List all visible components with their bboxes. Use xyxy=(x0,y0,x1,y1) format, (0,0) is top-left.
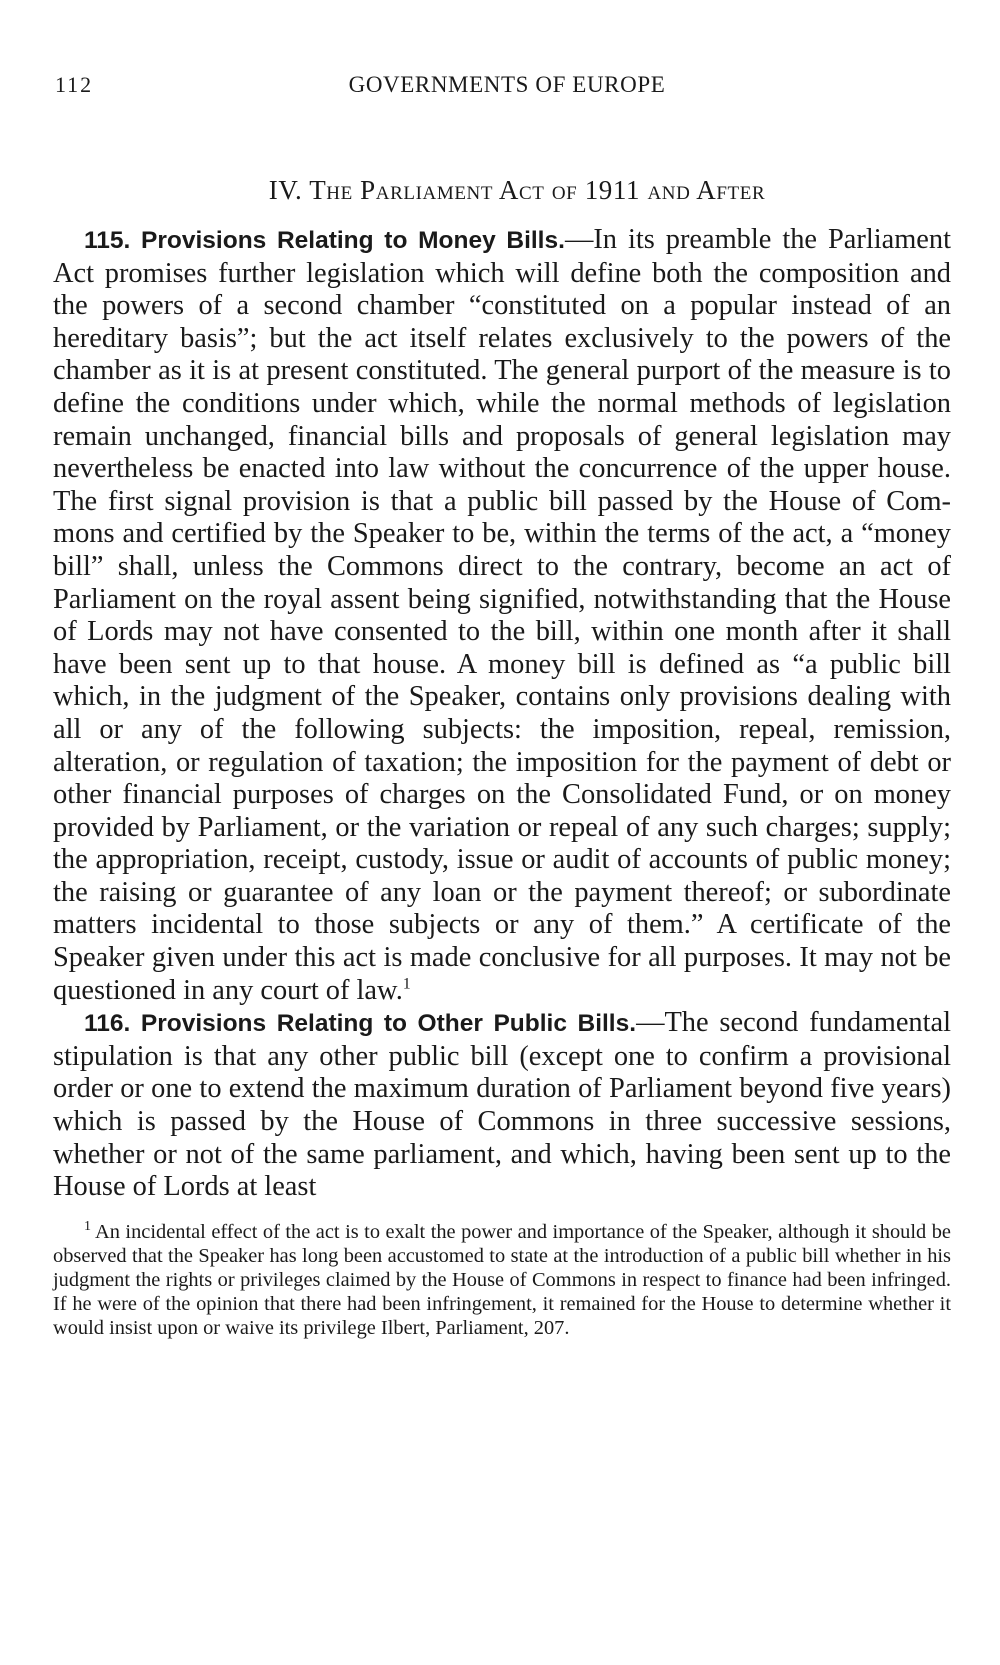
paragraph-text: —In its preamble the Parliament Act promises further legislation which will define both the composition and the powers of a second chamber “constituted on a popular instead of an hereditary basis”; but the act itself relates exclusively to the powers of the chamber as it is at present constituted. The general purport of the measure is to define the conditions under which, while the normal methods of legislation remain unchanged, financial bills and proposals of general legislation may nevertheless be enacted into law without the concurrence of the upper house. The first signal provision is that a public bill passed by the House of Commons and certified by the Speaker to be, within the terms of the act, a “money bill” shall, unless the Commons direct to the contrary, become an act of Parliament on the royal assent being signified, notwithstanding that the House of Lords may not have consented to the bill, within one month after it shall have been sent up to that house. A money bill is defined as “a public bill which, in the judgment of the Speaker, contains only provisions dealing with all or any of the following subjects: the imposition, repeal, remission, alteration, or regulation of taxation; the imposition for the payment of debt or other financial purposes of charges on the Consolidated Fund, or on money provided by Parliament, or the variation or repeal of any such charges; supply; the appropriation, receipt, custody, issue or audit of accounts of public money; the raising or guarantee of any loan or the payment thereof; or subordinate matters incidental to those subjects or any of them.” A certificate of the Speaker given under this act is made conclusive for all purposes. It may not be questioned in any court of law. xyxy=(53,224,951,1006)
footnote-mark: 1 xyxy=(84,1219,91,1235)
paragraph-heading: 115. Provisions Relating to Money Bills. xyxy=(84,227,565,254)
paragraph-115 xyxy=(53,224,951,1007)
book-page xyxy=(53,0,951,1340)
running-head xyxy=(53,72,951,112)
section-heading: IV. The Parliament Act of 1911 and After xyxy=(268,175,766,205)
paragraph-text: —The second fundamental stipulation is that any other public bill (except one to confirm a provisional order or one to extend the maximum duration of Parliament beyond five years) which is passed by the House of Commons in three successive sessions, whether or not of the same parliament, and which, having been sent up to the House of Lords at least xyxy=(53,1007,952,1203)
running-title: GOVERNMENTS OF EUROPE xyxy=(348,72,666,97)
paragraph-116 xyxy=(53,1007,951,1204)
page-number: 112 xyxy=(55,72,94,97)
footnote xyxy=(53,1220,951,1340)
footnote-reference: 1 xyxy=(402,975,411,993)
paragraph-heading: 116. Provisions Relating to Other Public Bills. xyxy=(84,1010,637,1038)
footnote-text: An incidental effect of the act is to exalt the power and importance of the Speaker, although it should be observed that the Speaker has long been accustomed to state at the introduction of a public bill whether in his judgment the rights or privileges claimed by the House of Commons in respect to finance had been infringed. If he were of the opinion that there had been infringement, it remained for the House to determine whether it would insist upon or waive its privilege Ilbert, Parliament, 207. xyxy=(53,1220,951,1339)
